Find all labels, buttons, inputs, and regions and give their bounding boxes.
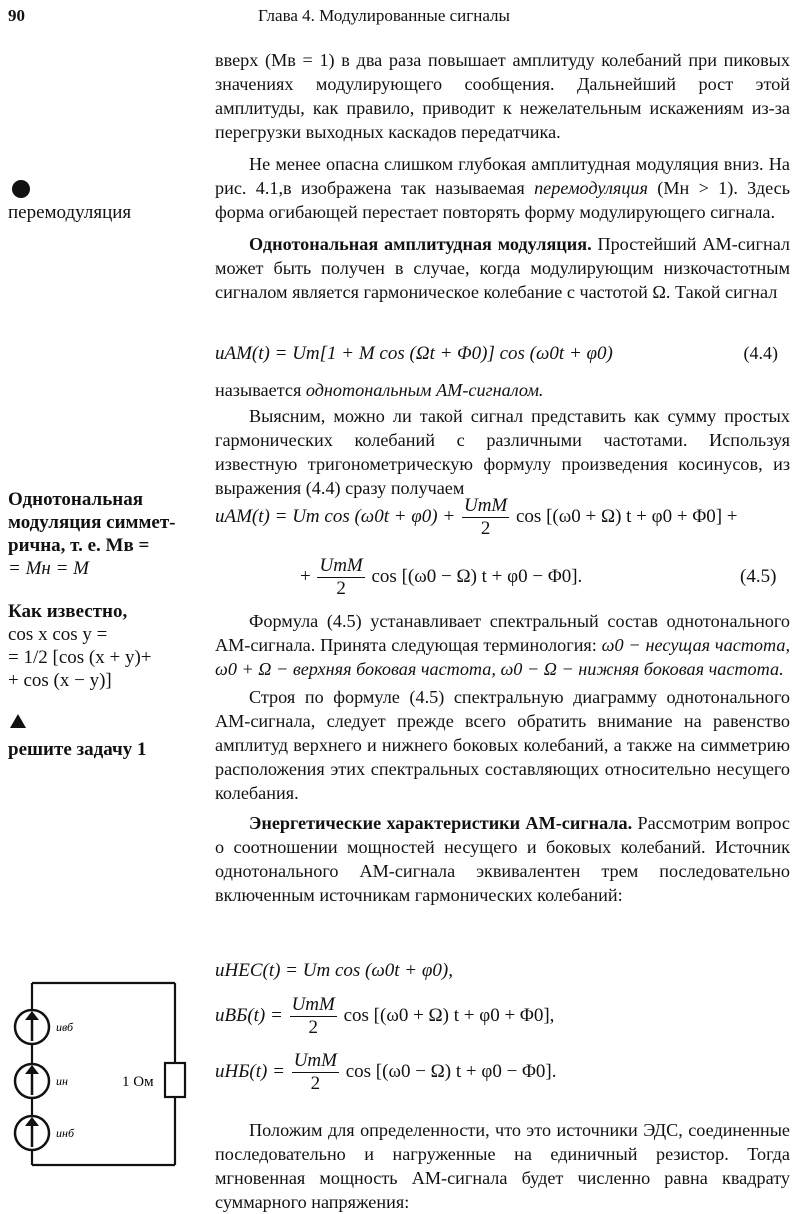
source-1-label: uвб: [56, 1020, 74, 1034]
body-block-1: [215, 48, 790, 304]
equation-4-5-line1: uАМ(t) = Um cos (ω0t + φ0) + $\frac{\text{UmM}}{2}$ cos [(ω0 + Ω) t + φ0 + Φ0] +: [215, 495, 738, 539]
section-runin-heading: Однотональная амплитудная модуляция.: [249, 234, 592, 254]
source-2-label: uн: [56, 1074, 68, 1088]
bullet-icon: [12, 180, 30, 198]
equation-4-4: uАМ(t) = Um[1 + M cos (Ωt + Φ0)] cos (ω0t + φ0) (4.4): [215, 343, 778, 364]
equation-number: (4.5): [740, 566, 777, 587]
margin-title: Как известно,: [8, 601, 128, 622]
margin-note-trig: [8, 600, 151, 692]
paragraph: Выясним, можно ли такой сигнал представить как сумму простых гармонических колебаний с различными частотами. Используя известную тригонометрическую формулу произведения косинусов, из выражения (4.4) сразу получаем: [215, 406, 790, 498]
body-block-3: [215, 609, 790, 907]
margin-line: cos x cos y =: [8, 624, 108, 645]
margin-line: модуляция симмет-: [8, 512, 176, 533]
paragraph: Положим для определенности, что это источники ЭДС, соединенные последовательно и нагруженные на единичный резистор. Тогда мгновенная мощность АМ-сигнала будет численно равна квадрату суммарного напряжения:: [215, 1120, 790, 1212]
margin-term-overmodulation: перемодуляция: [8, 202, 132, 223]
paragraph: Однотональная амплитудная модуляция. Простейший АМ-сигнал может быть получен в случае, когда модулирующим низкочастотным сигналом является гармоническое колебание с частотой Ω. Такой сигнал: [215, 234, 790, 302]
margin-line: рична, т. е. Mв =: [8, 535, 150, 556]
equation-carrier: uНЕС(t) = Um cos (ω0t + φ0),: [215, 960, 453, 981]
body-block-2: [215, 378, 790, 500]
page-number: 90: [8, 6, 25, 25]
chapter-title: Глава 4. Модулированные сигналы: [258, 6, 510, 25]
triangle-marker-icon: [10, 714, 26, 728]
task-hint: решите задачу 1: [8, 739, 147, 760]
fraction: $\frac{\text{UmM}}{2}$: [463, 495, 508, 539]
section-runin-heading: Энергетические характеристики АМ-сигнала.: [249, 813, 633, 833]
margin-line: + cos (x − y)]: [8, 670, 112, 691]
paragraph: Не менее опасна слишком глубокая амплитудная модуляция вниз. На рис. 4.1,в изображена так называемая перемодуляция (Mн > 1). Здесь форма огибающей перестает повторять форму модулирующего сигнала.: [215, 154, 790, 222]
fraction: $\frac{\text{UmM}}{2}$: [293, 1050, 337, 1094]
source-3-label: uнб: [56, 1126, 74, 1140]
equation-4-5-line2: + $\frac{\text{UmM}}{2}$ cos [(ω0 − Ω) t + φ0 − Φ0].: [300, 555, 583, 599]
equation-lower-sideband: uНБ(t) = $\frac{\text{UmM}}{2}$ cos [(ω0 − Ω) t + φ0 − Φ0].: [215, 1050, 557, 1094]
margin-line: Однотональная: [8, 489, 143, 510]
paragraph: Энергетические характеристики АМ-сигнала. Рассмотрим вопрос о соотношении мощностей несущего и боковых колебаний. Источник однотонального АМ-сигнала эквивалентен трем последовательно включенным источникам гармонических колебаний:: [215, 813, 790, 905]
paragraph: называется однотональным АМ-сигналом.: [215, 380, 544, 400]
resistor-label: 1 Ом: [122, 1074, 154, 1090]
equation-upper-sideband: uВБ(t) = $\frac{\text{UmM}}{2}$ cos [(ω0 + Ω) t + φ0 + Φ0],: [215, 994, 555, 1038]
margin-line: = 1/2 [cos (x + y)+: [8, 647, 152, 668]
voltage-source-1: [15, 1010, 49, 1044]
fraction: $\frac{\text{UmM}}{2}$: [291, 994, 335, 1038]
voltage-source-2: [15, 1064, 49, 1098]
resistor-symbol: [165, 1063, 185, 1097]
circuit-diagram: [0, 975, 200, 1175]
paragraph: Строя по формуле (4.5) спектральную диаграмму однотонального АМ-сигнала, следует прежде всего обратить внимание на равенство амплитуд верхнего и нижнего боковых колебаний, а также на симметрию расположения этих спектральных составляющих относительно несущего колебания.: [215, 687, 790, 803]
paragraph: Формула (4.5) устанавливает спектральный состав однотонального АМ-сигнала. Принята следующая терминология: ω0 − несущая частота, ω0 + Ω − верхняя боковая частота, ω0 − Ω − нижняя боковая частота.: [215, 611, 790, 679]
term: однотональным АМ-сигналом.: [305, 380, 544, 400]
equation-number: (4.4): [743, 343, 778, 363]
voltage-source-3: [15, 1116, 49, 1150]
paragraph: вверх (Mв = 1) в два раза повышает амплитуду колебаний при пиковых значениях модулирующего сообщения. Дальнейший рост этой амплитуды, как правило, приводит к нежелательным искажениям из-за перегрузки выходных каскадов передатчика.: [215, 50, 790, 142]
margin-note-symmetry: [8, 488, 176, 580]
term: перемодуляция: [534, 178, 648, 198]
body-block-4: [215, 1118, 790, 1214]
fraction: $\frac{\text{UmM}}{2}$: [319, 555, 363, 599]
margin-line: = Mн = M: [8, 558, 89, 579]
